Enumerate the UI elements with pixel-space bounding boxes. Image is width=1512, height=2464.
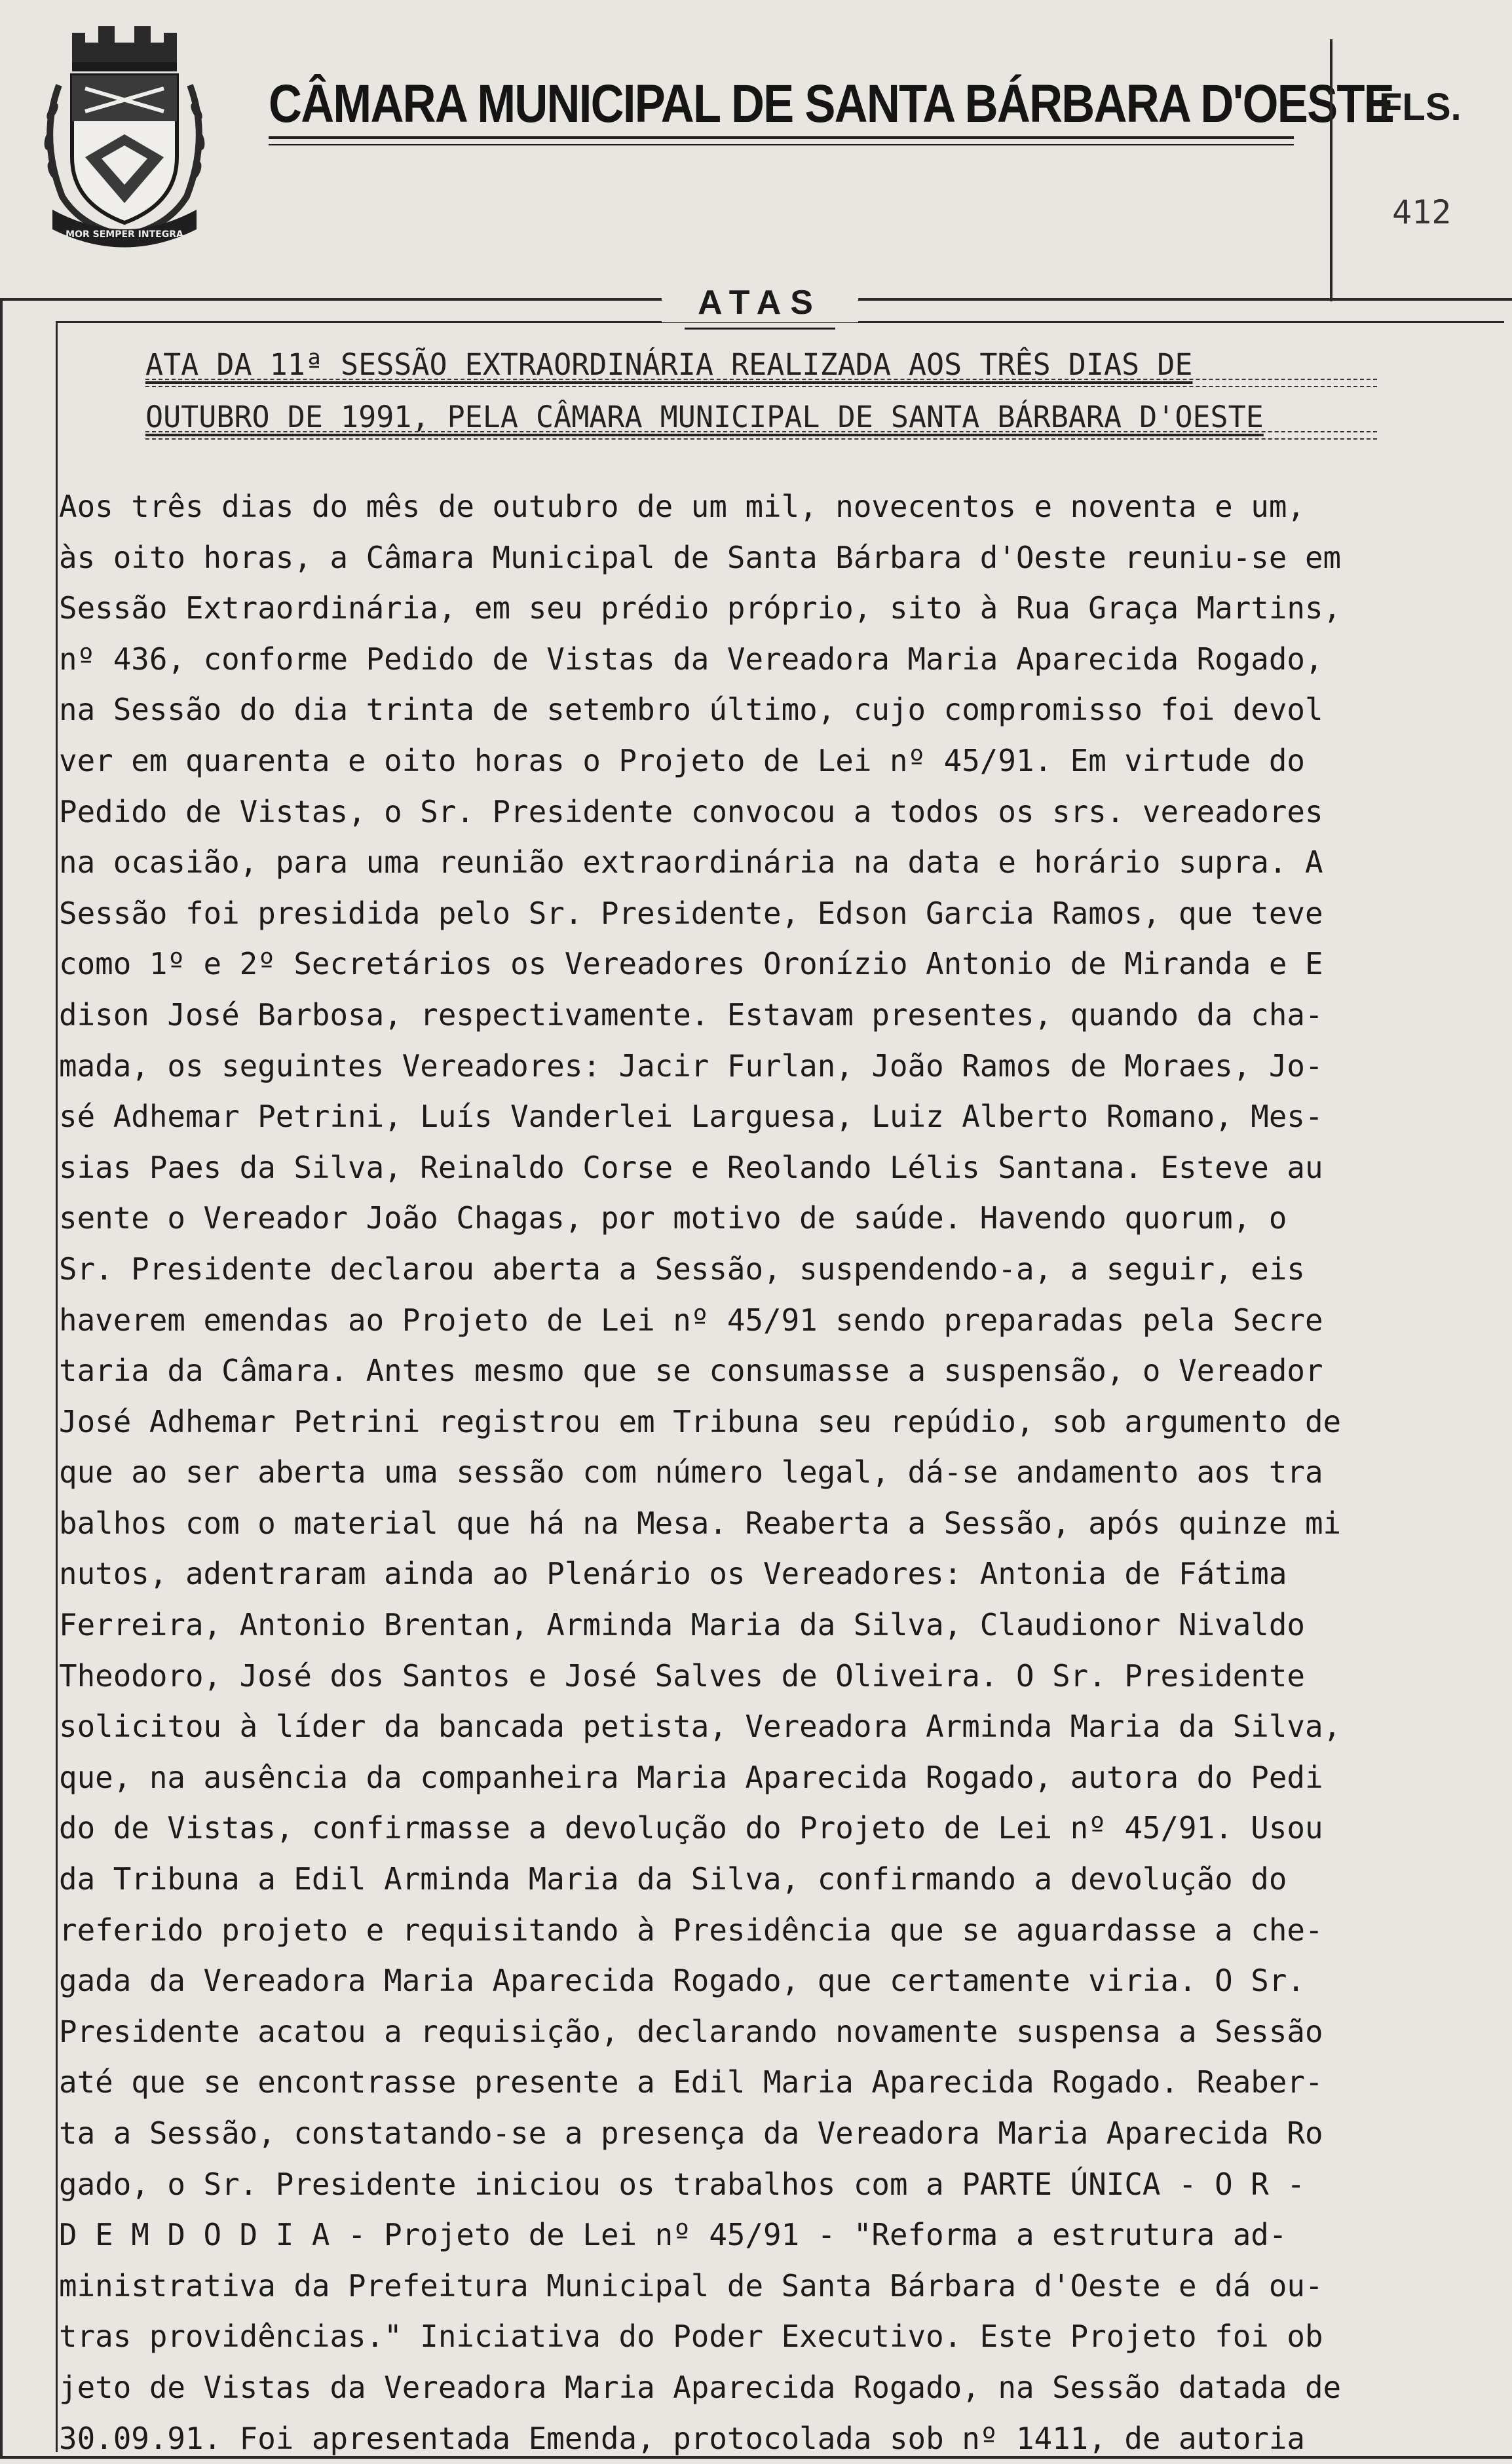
body-line: gado, o Sr. Presidente iniciou os trabalhos com a PARTE ÚNICA - O R - (59, 2166, 1305, 2202)
heading-double-rule-2 (145, 431, 1377, 440)
minutes-heading-line-1: ATA DA 11ª SESSÃO EXTRAORDINÁRIA REALIZADA AOS TRÊS DIAS DE (145, 347, 1193, 382)
body-line: mada, os seguintes Vereadores: Jacir Furlan, João Ramos de Moraes, Jo- (59, 1048, 1323, 1084)
body-line: ta a Sessão, constatando-se a presença da Vereadora Maria Aparecida Ro (59, 2115, 1323, 2151)
body-line: da Tribuna a Edil Arminda Maria da Silva, confirmando a devolução do (59, 1861, 1287, 1897)
header-rule-thin (269, 144, 1294, 145)
body-line: ministrativa da Prefeitura Municipal de Santa Bárbara d'Oeste e dá ou- (59, 2267, 1323, 2303)
body-line: sias Paes da Silva, Reinaldo Corse e Reolando Lélis Santana. Esteve au (59, 1149, 1323, 1185)
body-line: na ocasião, para uma reunião extraordinária na data e horário supra. A (59, 844, 1323, 881)
municipal-crest-icon (33, 7, 216, 256)
body-line: tras providências." Iniciativa do Poder Executivo. Este Projeto foi ob (59, 2319, 1323, 2355)
body-line: solicitou à líder da bancada petista, Vereadora Arminda Maria da Silva, (59, 1709, 1342, 1745)
body-line: nutos, adentraram ainda ao Plenário os Vereadores: Antonia de Fátima (59, 1556, 1287, 1592)
body-line: taria da Câmara. Antes mesmo que se consumasse a suspensão, o Vereador (59, 1353, 1323, 1389)
minutes-body (59, 482, 1461, 2464)
body-line: dison José Barbosa, respectivamente. Estavam presentes, quando da cha- (59, 996, 1323, 1033)
body-line: Pedido de Vistas, o Sr. Presidente convocou a todos os srs. vereadores (59, 793, 1323, 829)
body-line: 30.09.91. Foi apresentada Emenda, protocolada sob nº 1411, de autoria (59, 2420, 1305, 2456)
body-line: nº 436, conforme Pedido de Vistas da Vereadora Maria Aparecida Rogado, (59, 641, 1323, 677)
body-line: que ao ser aberta uma sessão com número legal, dá-se andamento aos tra (59, 1454, 1323, 1490)
body-line: D E M D O D I A - Projeto de Lei nº 45/91 - "Reforma a estrutura ad- (59, 2217, 1287, 2253)
body-line: Ferreira, Antonio Brentan, Arminda Maria da Silva, Claudionor Nivaldo (59, 1607, 1305, 1643)
institution-title: CÂMARA MUNICIPAL DE SANTA BÁRBARA D'OESTE (269, 74, 1394, 134)
fls-label: FLS. (1379, 86, 1462, 128)
body-line: referido projeto e requisitando à Presidência que se aguardasse a che- (59, 1912, 1323, 1948)
body-line: que, na ausência da companheira Maria Aparecida Rogado, autora do Pedi (59, 1759, 1323, 1795)
body-line: Sessão foi presidida pelo Sr. Presidente, Edson Garcia Ramos, que teve (59, 895, 1323, 931)
body-line: às oito horas, a Câmara Municipal de Santa Bárbara d'Oeste reuniu-se em (59, 539, 1342, 575)
body-line: Sr. Presidente declarou aberta a Sessão, suspendendo-a, a seguir, eis (59, 1251, 1305, 1287)
body-line: balhos com o material que há na Mesa. Reaberta a Sessão, após quinze mi (59, 1505, 1342, 1541)
header-rule (269, 136, 1294, 139)
body-line: gada da Vereadora Maria Aparecida Rogado, que certamente viria. O Sr. (59, 1963, 1305, 1999)
body-line: José Adhemar Petrini registrou em Tribuna seu repúdio, sob argumento de (59, 1403, 1342, 1439)
body-line: ver em quarenta e oito horas o Projeto de Lei nº 45/91. Em virtude do (59, 742, 1305, 778)
section-title: ATAS (662, 283, 858, 322)
body-line: sente o Vereador João Chagas, por motivo de saúde. Havendo quorum, o (59, 1200, 1287, 1236)
body-line: jeto de Vistas da Vereadora Maria Aparecida Rogado, na Sessão datada de (59, 2369, 1342, 2405)
body-line: até que se encontrasse presente a Edil Maria Aparecida Rogado. Reaber- (59, 2064, 1323, 2100)
body-line: do de Vistas, confirmasse a devolução do Projeto de Lei nº 45/91. Usou (59, 1810, 1323, 1846)
coat-of-arms-icon (33, 7, 216, 256)
section-title-underline (685, 328, 835, 330)
page-number: 412 (1392, 193, 1452, 231)
body-line: haverem emendas ao Projeto de Lei nº 45/91 sendo preparadas pela Secre (59, 1302, 1323, 1338)
body-line: na Sessão do dia trinta de setembro último, cujo compromisso foi devol (59, 692, 1323, 728)
heading-double-rule-1 (145, 379, 1377, 387)
fls-divider (1330, 39, 1332, 301)
minutes-heading-line-2: OUTUBRO DE 1991, PELA CÂMARA MUNICIPAL DE SANTA BÁRBARA D'OESTE (145, 400, 1264, 434)
body-line: Theodoro, José dos Santos e José Salves de Oliveira. O Sr. Presidente (59, 1658, 1305, 1694)
svg-text:MOR SEMPER INTEGRA: MOR SEMPER INTEGRA (66, 229, 183, 240)
body-line: como 1º e 2º Secretários os Vereadores Oronízio Antonio de Miranda e E (59, 946, 1323, 982)
body-line: sé Adhemar Petrini, Luís Vanderlei Larguesa, Luiz Alberto Romano, Mes- (59, 1099, 1323, 1135)
body-line: Presidente acatou a requisição, declarando novamente suspensa a Sessão (59, 2013, 1323, 2049)
body-line: Aos três dias do mês de outubro de um mil, novecentos e noventa e um, (59, 489, 1305, 524)
body-line: Sessão Extraordinária, em seu prédio próprio, sito à Rua Graça Martins, (59, 590, 1342, 626)
